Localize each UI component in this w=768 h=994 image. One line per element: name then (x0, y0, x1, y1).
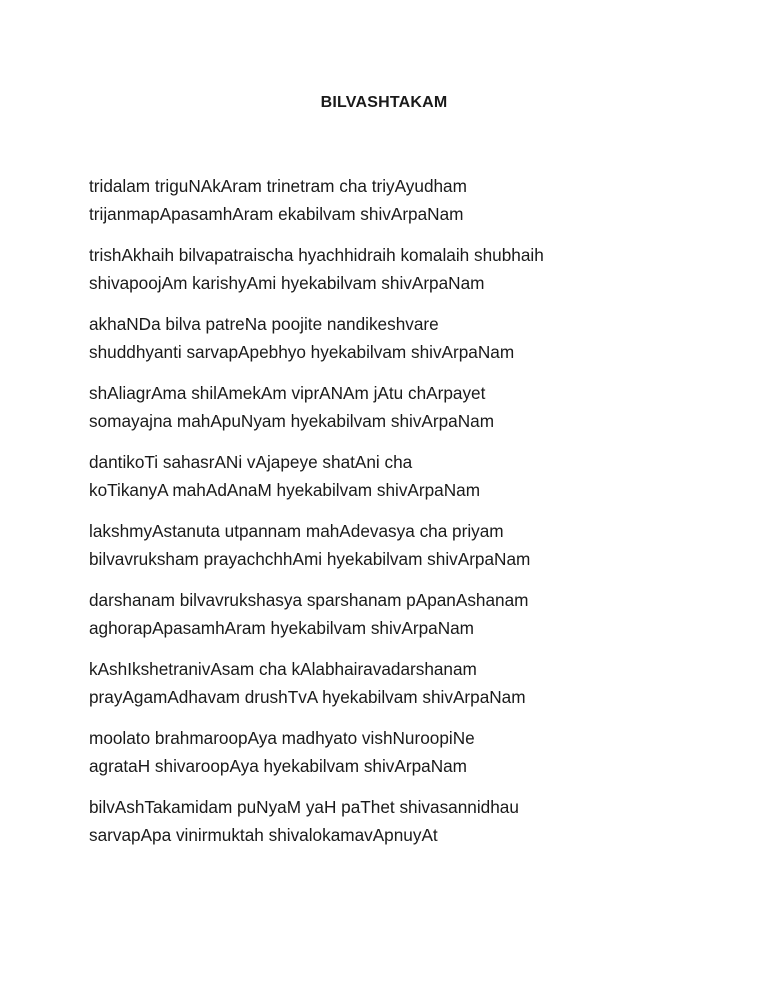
verse-list (89, 173, 709, 863)
verse-line: agrataH shivaroopAya hyekabilvam shivArpaNam (89, 755, 467, 776)
verse-4 (89, 380, 709, 435)
verse-line: moolato brahmaroopAya madhyato vishNuroopiNe (89, 728, 475, 748)
verse-line: trijanmapApasamhAram ekabilvam shivArpaNam (89, 203, 464, 224)
verse-5 (89, 449, 709, 504)
verse-2 (89, 242, 709, 297)
verse-line: lakshmyAstanuta utpannam mahAdevasya cha priyam (89, 521, 504, 541)
verse-line: shuddhyanti sarvapApebhyo hyekabilvam shivArpaNam (89, 341, 515, 362)
verse-line: dantikoTi sahasrANi vAjapeye shatAni cha (89, 452, 413, 472)
verse-line: sarvapApa vinirmuktah shivalokamavApnuyAt (89, 824, 438, 845)
verse-line: prayAgamAdhavam drushTvA hyekabilvam shivArpaNam (89, 686, 526, 707)
verse-6 (89, 518, 709, 573)
verse-9 (89, 725, 709, 780)
verse-line: koTikanyA mahAdAnaM hyekabilvam shivArpaNam (89, 479, 481, 500)
verse-line: shAliagrAma shilAmekAm viprANAm jAtu chArpayet (89, 383, 486, 403)
verse-10 (89, 794, 709, 849)
verse-line: bilvavruksham prayachchhAmi hyekabilvam shivArpaNam (89, 548, 531, 569)
verse-line: aghorapApasamhAram hyekabilvam shivArpaNam (89, 617, 474, 638)
verse-line: bilvAshTakamidam puNyaM yaH paThet shivasannidhau (89, 797, 519, 817)
verse-line: darshanam bilvavrukshasya sparshanam pApanAshanam (89, 590, 529, 610)
verse-1 (89, 173, 709, 228)
verse-line: tridalam triguNAkAram trinetram cha triyAyudham (89, 176, 467, 196)
verse-line: akhaNDa bilva patreNa poojite nandikeshvare (89, 314, 439, 334)
verse-3 (89, 311, 709, 366)
page-title: BILVASHTAKAM (320, 94, 448, 111)
verse-line: trishAkhaih bilvapatraischa hyachhidraih komalaih shubhaih (89, 245, 544, 265)
verse-line: somayajna mahApuNyam hyekabilvam shivArpaNam (89, 410, 495, 431)
verse-7 (89, 587, 709, 642)
verse-8 (89, 656, 709, 711)
verse-line: kAshIkshetranivAsam cha kAlabhairavadarshanam (89, 659, 477, 679)
verse-line: shivapoojAm karishyAmi hyekabilvam shivArpaNam (89, 272, 485, 293)
